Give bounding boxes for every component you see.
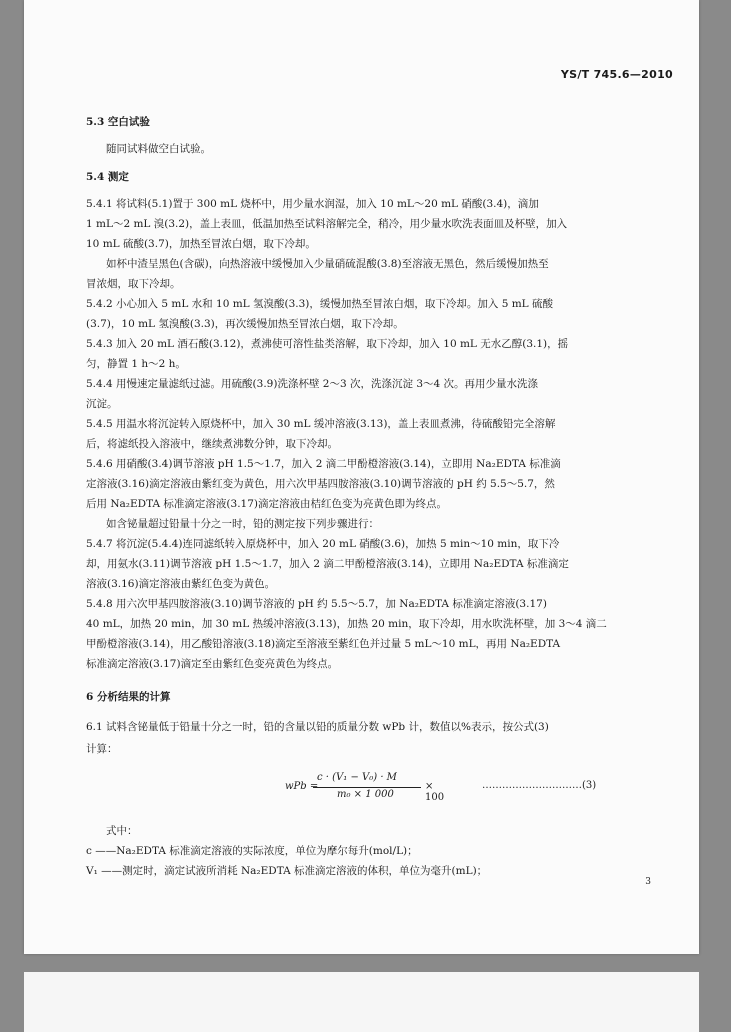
body-text-line: 匀，静置 1 h～2 h。 xyxy=(86,358,186,370)
body-text-line: 5.4.5 用温水将沉淀转入原烧杯中，加入 30 mL 缓冲溶液(3.13)，盖上表皿煮沸，待硫酸铅完全溶解 xyxy=(86,418,556,430)
body-text-line: 40 mL，加热 20 min，加 30 mL 热缓冲溶液(3.13)，加热 20 min，取下冷却，用水吹洗杯壁，加 3～4 滴二 xyxy=(86,618,607,630)
body-text-line: (3.7)，10 mL 氢溴酸(3.3)，再次缓慢加热至冒浓白烟，取下冷却。 xyxy=(86,318,404,330)
body-text-line: 冒浓烟，取下冷却。 xyxy=(86,278,181,290)
body-text-line: 10 mL 硫酸(3.7)，加热至冒浓白烟，取下冷却。 xyxy=(86,238,316,250)
body-text-line: 5.4.4 用慢速定量滤纸过滤。用硫酸(3.9)洗涤杯壁 2～3 次，洗涤沉淀 3～4 次。再用少量水洗涤 xyxy=(86,378,539,390)
formula-factor: × 100 xyxy=(425,781,445,803)
body-text-line: 甲酚橙溶液(3.14)，用乙酸铅溶液(3.18)滴定至溶液至紫红色并过量 5 mL～10 mL，再用 Na₂EDTA xyxy=(86,638,561,650)
body-text-line: 5.4.7 将沉淀(5.4.4)连同滤纸转入原烧杯中，加入 20 mL 硝酸(3.6)，加热 5 min～10 min，取下冷 xyxy=(86,538,560,550)
body-text-line: 式中： xyxy=(106,825,138,837)
fraction-bar xyxy=(313,787,421,788)
body-text-line: 定溶液(3.16)滴定溶液由紫红变为黄色，用六次甲基四胺溶液(3.10)调节溶液的 pH 约 5.5～5.7，然 xyxy=(86,478,555,490)
body-text-line: 后，将滤纸投入溶液中，继续煮沸数分钟，取下冷却。 xyxy=(86,438,338,450)
body-text-line: 5.4.2 小心加入 5 mL 水和 10 mL 氢溴酸(3.3)，缓慢加热至冒浓白烟，取下冷却。加入 5 mL 硫酸 xyxy=(86,298,553,310)
body-text-line: 如杯中渣呈黑色(含碳)，向热溶液中缓慢加入少量硝硫混酸(3.8)至溶液无黑色，然后缓慢加热至 xyxy=(106,258,549,270)
body-text-line: 计算： xyxy=(86,743,118,755)
next-page-edge xyxy=(24,972,699,1032)
body-text-line: 如含铋量超过铅量十分之一时，铅的测定按下列步骤进行： xyxy=(106,518,379,530)
formula-3 xyxy=(285,772,455,806)
body-text-line: 5.4.1 将试料(5.1)置于 300 mL 烧杯中，用少量水润湿，加入 10 mL～20 mL 硝酸(3.4)，滴加 xyxy=(86,198,539,210)
body-text-line: 1 mL～2 mL 溴(3.2)，盖上表皿，低温加热至试料溶解完全，稍冷，用少量水吹洗表面皿及杯壁，加入 xyxy=(86,218,568,230)
body-text-line: 5.4.6 用硝酸(3.4)调节溶液 pH 1.5～1.7，加入 2 滴二甲酚橙溶液(3.14)，立即用 Na₂EDTA 标准滴 xyxy=(86,458,561,470)
body-text-line: 随同试料做空白试验。 xyxy=(106,143,211,155)
section-heading: 5.4 测定 xyxy=(86,171,129,183)
formula-denominator: m₀ × 1 000 xyxy=(337,789,394,800)
section-heading: 6 分析结果的计算 xyxy=(86,691,171,703)
body-text-line: 5.4.8 用六次甲基四胺溶液(3.10)调节溶液的 pH 约 5.5～5.7，加 Na₂EDTA 标准滴定溶液(3.17) xyxy=(86,598,547,610)
standard-code: YS/T 745.6—2010 xyxy=(560,68,673,81)
body-text-line: 后用 Na₂EDTA 标准滴定溶液(3.17)滴定溶液由桔红色变为亮黄色即为终点。 xyxy=(86,498,447,510)
body-text-line: 却，用氨水(3.11)调节溶液 pH 1.5～1.7，加入 2 滴二甲酚橙溶液(3.14)，立即用 Na₂EDTA 标准滴定 xyxy=(86,558,569,570)
body-text-line: V₁ ——测定时，滴定试液所消耗 Na₂EDTA 标准滴定溶液的体积，单位为毫升(mL)； xyxy=(86,865,488,877)
body-text-line: 6.1 试料含铋量低于铅量十分之一时，铅的含量以铅的质量分数 wPb 计，数值以%表示，按公式(3) xyxy=(86,721,549,733)
formula-lhs: wPb = xyxy=(285,781,319,792)
body-text-line: 沉淀。 xyxy=(86,398,118,410)
page-number: 3 xyxy=(645,877,651,887)
section-heading: 5.3 空白试验 xyxy=(86,116,150,128)
body-text-line: c ——Na₂EDTA 标准滴定溶液的实际浓度，单位为摩尔每升(mol/L)； xyxy=(86,845,418,857)
formula-numerator: c · (V₁ − V₀) · M xyxy=(317,772,397,783)
body-text-line: 标准滴定溶液(3.17)滴定至由紫红色变亮黄色为终点。 xyxy=(86,658,339,670)
body-text-line: 溶液(3.16)滴定溶液由紫红色变为黄色。 xyxy=(86,578,276,590)
body-text-line: 5.4.3 加入 20 mL 酒石酸(3.12)，煮沸使可溶性盐类溶解，取下冷却，加入 10 mL 无水乙醇(3.1)，摇 xyxy=(86,338,569,350)
formula-number: …………………………(3) xyxy=(482,780,597,791)
